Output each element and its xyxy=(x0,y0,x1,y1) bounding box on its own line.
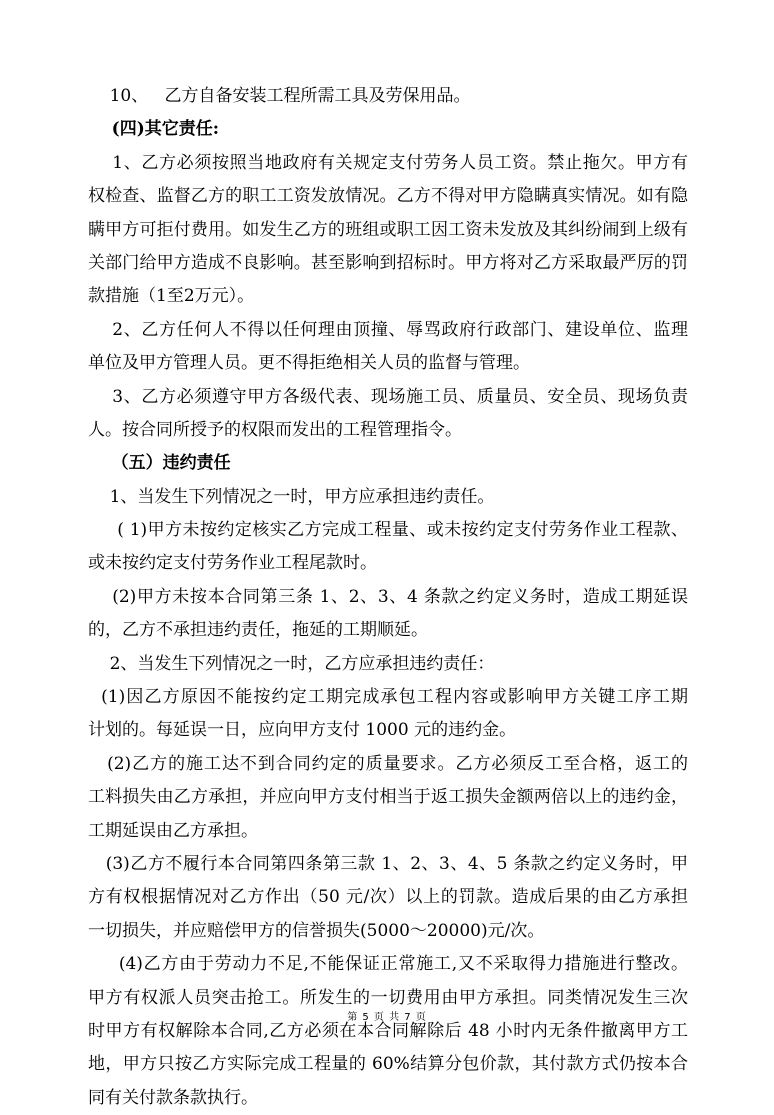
text-line: 瞒甲方可拒付费用。如发生乙方的班组或职工因工资未发放及其纠纷闹到上级有 xyxy=(88,219,688,240)
text-line: (4)乙方由于劳动力不足,不能保证正常施工,又不采取得力措施进行整改。 xyxy=(88,954,688,975)
text-line: 地，甲方只按乙方实际完成工程量的 60%结算分包价款，其付款方式仍按本合 xyxy=(88,1054,688,1075)
text-line: (2)甲方未按本合同第三条 1、2、3、4 条款之约定义务时，造成工期延误 xyxy=(88,586,688,607)
text-line: 一切损失，并应赔偿甲方的信誉损失(5000～20000)元/次。 xyxy=(88,920,545,941)
text-line: (2)乙方的施工达不到合同约定的质量要求。乙方必须反工至合格，返工的 xyxy=(88,753,688,774)
text-line: (1)因乙方原因不能按约定工期完成承包工程内容或影响甲方关键工序工期 xyxy=(88,687,688,708)
text-line: 的，乙方不承担违约责任，拖延的工期顺延。 xyxy=(88,620,428,641)
section-heading: (四)其它责任: xyxy=(88,119,220,140)
text-line: 3、乙方必须遵守甲方各级代表、现场施工员、质量员、安全员、现场负责 xyxy=(88,386,688,407)
text-line: 计划的。每延误一日，应向甲方支付 1000 元的违约金。 xyxy=(88,720,517,741)
text-line: ( 1)甲方未按约定核实乙方完成工程量、或未按约定支付劳务作业工程款、 xyxy=(88,520,688,541)
text-line: 工期延误由乙方承担。 xyxy=(88,820,258,841)
text-line: 2、乙方任何人不得以任何理由顶撞、辱骂政府行政部门、建设单位、监理 xyxy=(88,319,688,340)
section-heading: （五）违约责任 xyxy=(88,453,231,474)
text-line: 1、乙方必须按照当地政府有关规定支付劳务人员工资。禁止拖欠。甲方有 xyxy=(88,152,688,173)
text-line: 单位及甲方管理人员。更不得拒绝相关人员的监督与管理。 xyxy=(88,353,530,374)
text-line: 甲方有权派人员突击抢工。所发生的一切费用由甲方承担。同类情况发生三次 xyxy=(88,987,688,1008)
text-line: 2、当发生下列情况之一时，乙方应承担违约责任： xyxy=(88,653,495,674)
text-line: 同有关付款条款执行。 xyxy=(88,1087,258,1108)
text-line: 时甲方有权解除本合同,乙方必须在本合同解除后 48 小时内无条件撤离甲方工 xyxy=(88,1020,688,1041)
text-line: 人。按合同所授予的权限而发出的工程管理指令。 xyxy=(88,419,462,440)
text-line: 关部门给甲方造成不良影响。甚至影响到招标时。甲方将对乙方采取最严厉的罚 xyxy=(88,252,688,273)
text-line: 1、当发生下列情况之一时，甲方应承担违约责任。 xyxy=(88,486,495,507)
page-number: 第 5 页 共 7 页 xyxy=(347,1012,427,1023)
text-line: 10、 乙方自备安装工程所需工具及劳保用品。 xyxy=(88,86,471,106)
text-line: 或未按约定支付劳务作业工程尾款时。 xyxy=(88,553,377,574)
text-line: 款措施（1至2万元）。 xyxy=(88,286,255,307)
text-line: 工料损失由乙方承担，并应向甲方支付相当于返工损失金额两倍以上的违约金， xyxy=(88,787,688,808)
text-line: (3)乙方不履行本合同第四条第三款 1、2、3、4、5 条款之约定义务时，甲 xyxy=(88,853,688,874)
text-line: 权检查、监督乙方的职工工资发放情况。乙方不得对甲方隐瞒真实情况。如有隐 xyxy=(88,186,688,207)
text-line: 方有权根据情况对乙方作出（50 元/次）以上的罚款。造成后果的由乙方承担 xyxy=(88,887,688,908)
